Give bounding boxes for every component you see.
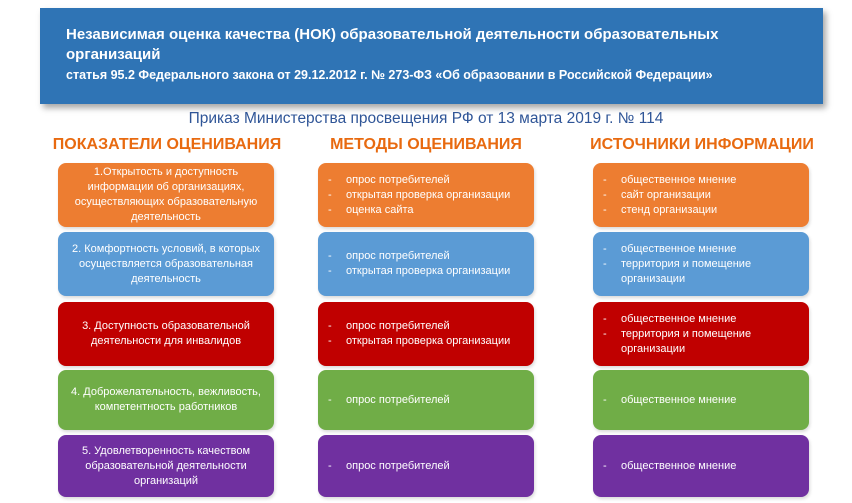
methods-box-4 bbox=[318, 370, 534, 430]
indicator-box-3 bbox=[58, 302, 274, 366]
sources-box-2 bbox=[593, 232, 809, 296]
column-header-sources: ИСТОЧНИКИ ИНФОРМАЦИИ bbox=[590, 136, 814, 153]
indicator-text: 1.Открытость и доступность информации об организациях, осуществляющих образовательную деятельность bbox=[74, 166, 258, 223]
column-header-methods: МЕТОДЫ ОЦЕНИВАНИЯ bbox=[330, 136, 522, 153]
source-item: - стенд организации bbox=[603, 203, 736, 218]
methods-box-5 bbox=[318, 435, 534, 497]
indicator-box-5 bbox=[58, 435, 274, 497]
source-item: - общественное мнение bbox=[603, 393, 736, 408]
sources-box-4 bbox=[593, 370, 809, 430]
indicator-text: 3. Доступность образовательной деятельности для инвалидов bbox=[82, 320, 250, 347]
banner-subtitle: статья 95.2 Федерального закона от 29.12.2012 г. № 273-ФЗ «Об образовании в Российской Федерации» bbox=[66, 68, 713, 82]
method-item: - открытая проверка организации bbox=[328, 334, 510, 349]
header-banner bbox=[40, 8, 823, 104]
indicator-text: 2. Комфортность условий, в которых осуществляется образовательная деятельность bbox=[72, 242, 260, 285]
source-item: - общественное мнение bbox=[603, 173, 736, 188]
source-item: - территория и помещение организации bbox=[603, 327, 809, 357]
method-item: - опрос потребителей bbox=[328, 173, 510, 188]
methods-box-1 bbox=[318, 163, 534, 227]
column-header-indicators: ПОКАЗАТЕЛИ ОЦЕНИВАНИЯ bbox=[52, 136, 282, 153]
indicator-text: 5. Удовлетворенность качеством образовательной деятельности организаций bbox=[81, 444, 251, 487]
indicator-box-2 bbox=[58, 232, 274, 296]
banner-title: Независимая оценка качества (НОК) образовательной деятельности образовательных организаций bbox=[66, 26, 719, 63]
sources-box-3 bbox=[593, 302, 809, 366]
method-item: - опрос потребителей bbox=[328, 459, 450, 474]
indicator-box-4 bbox=[58, 370, 274, 430]
sources-box-1 bbox=[593, 163, 809, 227]
source-item: - сайт организации bbox=[603, 188, 736, 203]
sources-box-5 bbox=[593, 435, 809, 497]
source-item: - общественное мнение bbox=[603, 459, 736, 474]
indicator-box-1 bbox=[58, 163, 274, 227]
source-item: - общественное мнение bbox=[603, 242, 809, 257]
method-item: - опрос потребителей bbox=[328, 393, 450, 408]
method-item: - открытая проверка организации bbox=[328, 188, 510, 203]
source-item: - общественное мнение bbox=[603, 312, 809, 327]
order-reference: Приказ Министерства просвещения РФ от 13 марта 2019 г. № 114 bbox=[188, 110, 664, 127]
indicator-text: 4. Доброжелательность, вежливость, компетентность работников bbox=[71, 386, 261, 413]
methods-box-3 bbox=[318, 302, 534, 366]
methods-box-2 bbox=[318, 232, 534, 296]
source-item: - территория и помещение организации bbox=[603, 257, 809, 287]
method-item: - оценка сайта bbox=[328, 203, 510, 218]
method-item: - опрос потребителей bbox=[328, 249, 510, 264]
method-item: - открытая проверка организации bbox=[328, 264, 510, 279]
method-item: - опрос потребителей bbox=[328, 319, 510, 334]
